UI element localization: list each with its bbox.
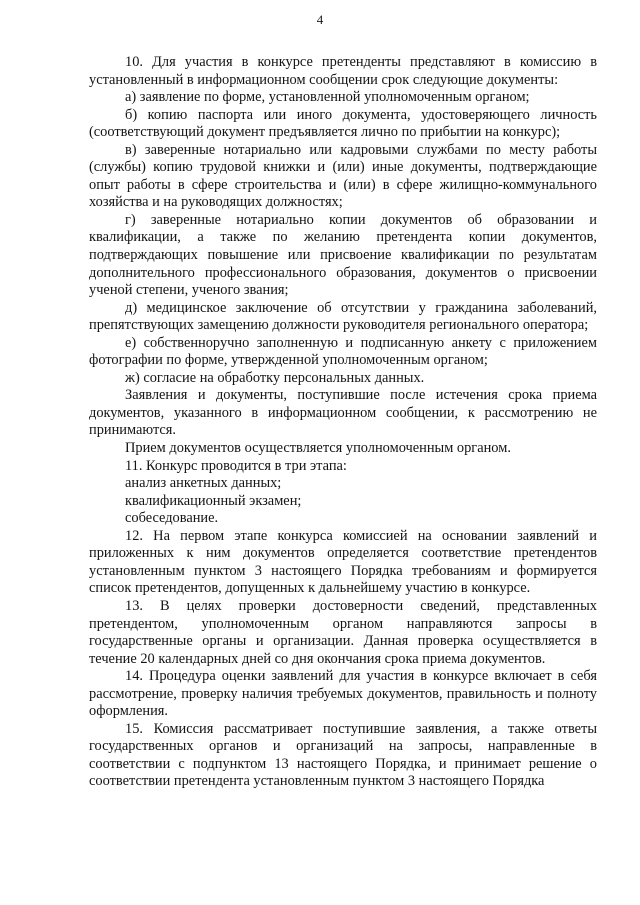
- paragraph-item-13: 13. В целях проверки достоверности сведений, представленных претендентом, уполномоченным органом направляются запросы в государственные органы и организации. Данная проверка осуществляется в течение 20 календарных дней со дня окончания срока приема документов.: [89, 597, 597, 667]
- document-body: [89, 54, 597, 791]
- paragraph-subitem-a: а) заявление по форме, установленной уполномоченным органом;: [125, 89, 530, 106]
- paragraph-subitem-b: б) копию паспорта или иного документа, удостоверяющего личность (соответствующий документ предъявляется лично по прибытии на конкурс);: [89, 106, 597, 141]
- paragraph-item-15: 15. Комиссия рассматривает поступившие заявления, а также ответы государственных органов и организаций на запросы, направленные в соответствии с подпунктом 13 настоящего Порядка, и принимает решение о соответствии претендента установленным пунктом 3 настоящего Порядка: [89, 720, 597, 790]
- paragraph-subitem-zh: ж) согласие на обработку персональных данных.: [125, 369, 425, 386]
- page-number: 4: [316, 12, 324, 27]
- paragraph-item-10: 10. Для участия в конкурсе претенденты представляют в комиссию в установленный в информационном сообщении срок следующие документы:: [89, 54, 597, 88]
- paragraph-subitem-g: г) заверенные нотариально копии документов об образовании и квалификации, а также по желанию претендента копии документов, подтверждающих повышение или присвоение квалификации по результатам дополнительного профессионального образования, документов о присвоении ученой степени, ученого звания;: [89, 211, 597, 299]
- paragraph-stage-3: собеседование.: [125, 510, 219, 527]
- paragraph-late-documents: Заявления и документы, поступившие после истечения срока приема документов, указанного в информационном сообщении, к рассмотрению не принимаются.: [89, 387, 597, 439]
- paragraph-subitem-e: е) собственноручно заполненную и подписанную анкету с приложением фотографии по форме, утвержденной уполномоченным органом;: [89, 334, 597, 369]
- paragraph-document-acceptance: Прием документов осуществляется уполномоченным органом.: [125, 440, 511, 457]
- paragraph-stage-1: анализ анкетных данных;: [125, 475, 282, 492]
- paragraph-stage-2: квалификационный экзамен;: [125, 492, 302, 509]
- paragraph-item-14: 14. Процедура оценки заявлений для участия в конкурсе включает в себя рассмотрение, проверку наличия требуемых документов, правильность и полноту оформления.: [89, 668, 597, 720]
- paragraph-subitem-d: д) медицинское заключение об отсутствии у гражданина заболеваний, препятствующих замещению должности руководителя регионального оператора;: [89, 299, 597, 334]
- paragraph-item-11: 11. Конкурс проводится в три этапа:: [125, 457, 347, 474]
- paragraph-subitem-v: в) заверенные нотариально или кадровыми службами по месту работы (службы) копию трудовой книжки и (или) иные документы, подтверждающие опыт работы в сфере строительства и (или) в сфере жилищно-коммунального хозяйства и на руководящих должностях;: [89, 141, 597, 211]
- paragraph-item-12: 12. На первом этапе конкурса комиссией на основании заявлений и приложенных к ним документов определяется соответствие претендентов установленным пунктом 3 настоящего Порядка требованиям и формируется список претендентов, допущенных к дальнейшему участию в конкурсе.: [89, 527, 597, 597]
